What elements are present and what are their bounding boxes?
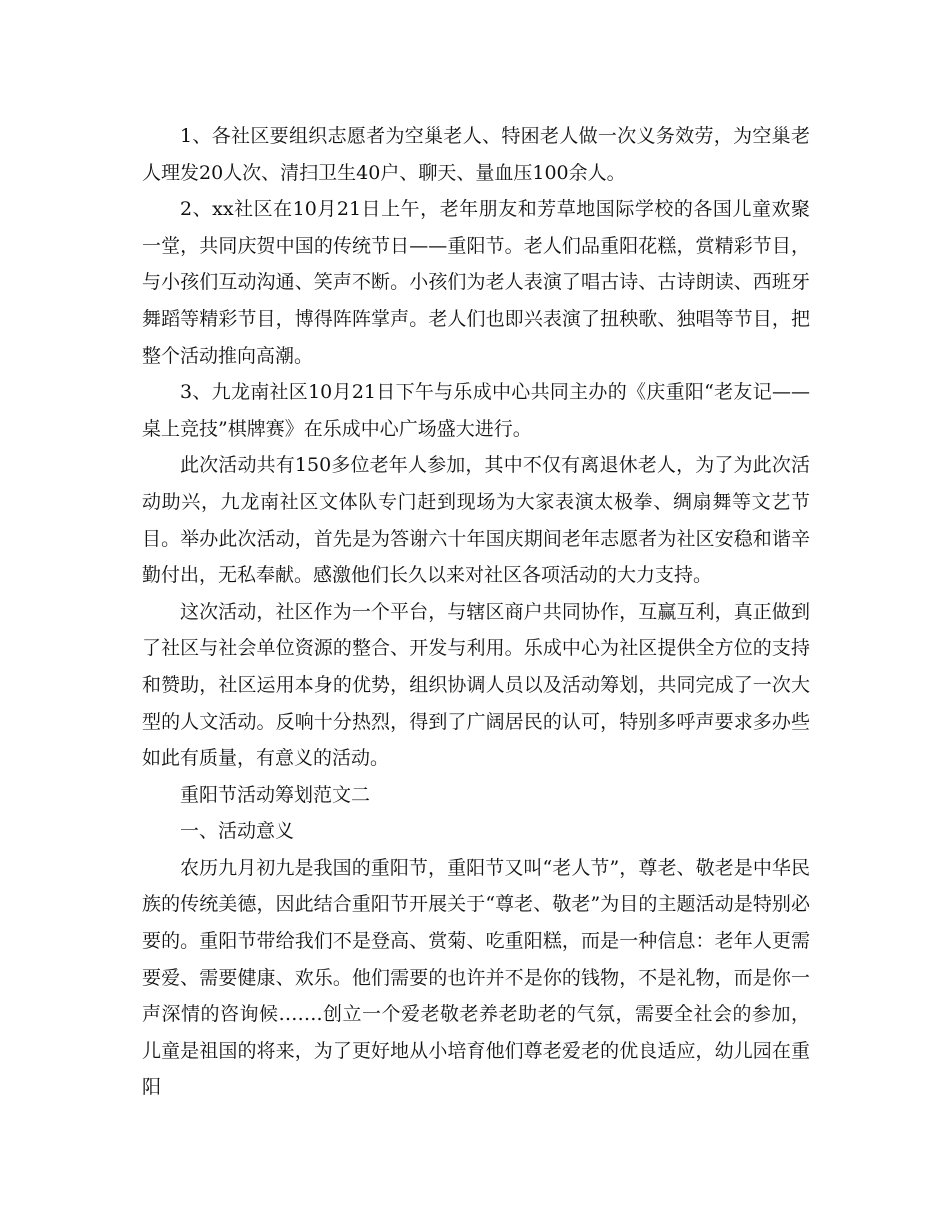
paragraph-summary: 这次活动，社区作为一个平台，与辖区商户共同协作，互赢互利，真正做到了社区与社会单位资源的整合、开发与利用。乐成中心为社区提供全方位的支持和赞助，社区运用本身的优势，组织协调人员以及活动筹划，共同完成了一次大型的人文活动。反响十分热烈，得到了广阔居民的认可，特别多呼声要求多办些如此有质量，有意义的活动。 [142, 600, 810, 770]
section-heading-activity-meaning: 一、活动意义 [180, 820, 295, 843]
section-heading-sample-two: 重阳节活动筹划范文二 [180, 783, 371, 806]
paragraph-participants: 此次活动共有150多位老年人参加，其中不仅有离退休老人，为了为此次活动助兴，九龙南社区文体队专门赶到现场为大家表演太极拳、绸扇舞等文艺节目。举办此次活动，首先是为答谢六十年国庆期间老年志愿者为社区安稳和谐辛勤付出，无私奉献。感激他们长久以来对社区各项活动的大力支持。 [142, 454, 810, 587]
document-body [142, 118, 810, 1106]
paragraph-activity-meaning: 农历九月初九是我国的重阳节，重阳节又叫“老人节”，尊老、敬老是中华民族的传统美德，因此结合重阳节开展关于“尊老、敬老”为目的主题活动是特别必要的。重阳节带给我们不是登高、赏菊、吃重阳糕，而是一种信息：老年人更需要爱、需要健康、欢乐。他们需要的也许并不是你的钱物，不是礼物，而是你一声深情的咨询候…….创立一个爱老敬老养老助老的气氛，需要全社会的参加，儿童是祖国的将来，为了更好地从小培育他们尊老爱老的优良适应，幼儿园在重阳 [142, 856, 810, 1099]
paragraph-item-1: 1、各社区要组织志愿者为空巢老人、特困老人做一次义务效劳，为空巢老人理发20人次、清扫卫生40户、聊天、量血压100余人。 [142, 125, 810, 184]
paragraph-item-2: 2、xx社区在10月21日上午，老年朋友和芳草地国际学校的各国儿童欢聚一堂，共同庆贺中国的传统节日——重阳节。老人们品重阳花糕，赏精彩节目，与小孩们互动沟通、笑声不断。小孩们为老人表演了唱古诗、古诗朗读、西班牙舞蹈等精彩节目，博得阵阵掌声。老人们也即兴表演了扭秧歌、独唱等节目，把整个活动推向高潮。 [142, 198, 810, 367]
paragraph-item-3: 3、九龙南社区10月21日下午与乐成中心共同主办的《庆重阳“老友记——桌上竞技”棋牌赛》在乐成中心广场盛大进行。 [142, 381, 810, 440]
